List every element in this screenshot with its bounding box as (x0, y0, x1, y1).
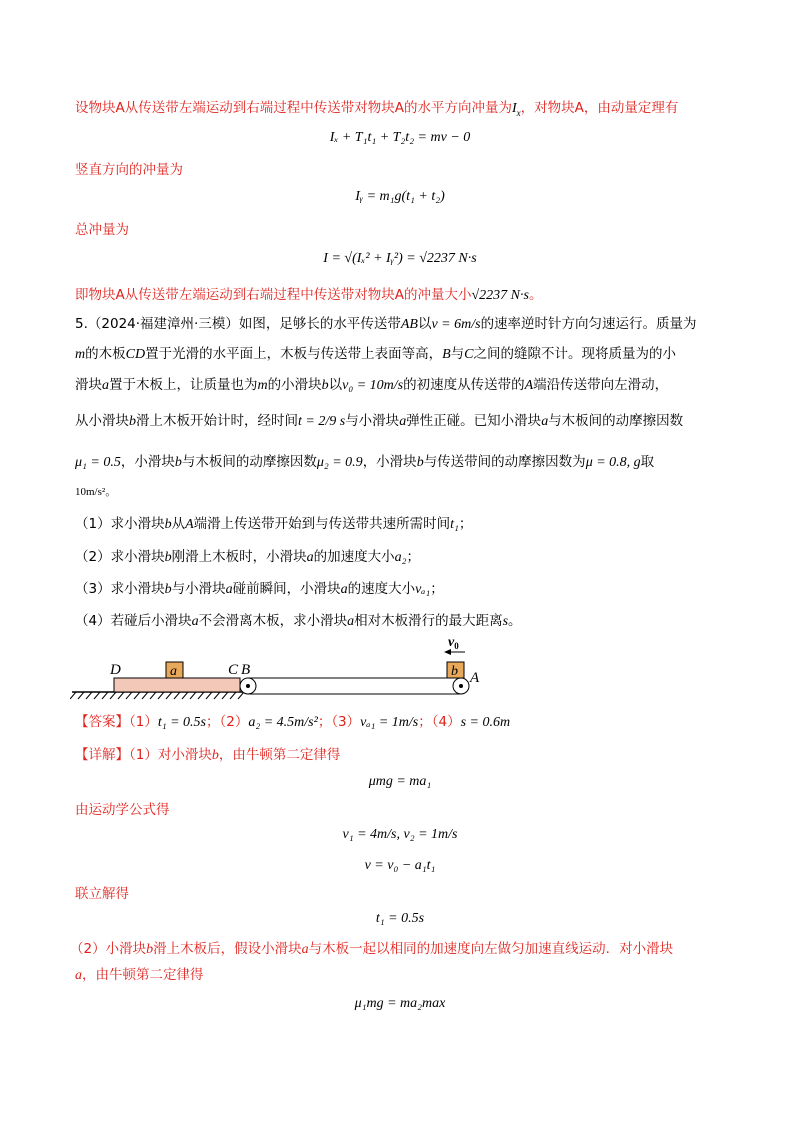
text: 如图，足够长的水平传送带 (238, 316, 401, 332)
conveyor-figure (70, 632, 500, 707)
text: （2）小滑块 (70, 941, 147, 957)
question-source: （2024·福建漳州·三模） (87, 316, 239, 332)
impulse-symbol (512, 101, 521, 116)
text: 置于木板上，让质量也为 (109, 377, 258, 393)
text: 相对木板滑行的最大距离 (354, 613, 503, 629)
answer-1: t₁ = 0.5s (157, 715, 206, 730)
text: 。 (105, 485, 117, 498)
symbol: a (225, 582, 233, 597)
symbol: b (321, 378, 329, 393)
text: 与木板间的动摩擦因数 (548, 413, 684, 429)
question-line-5 (75, 452, 654, 473)
text: 与小滑块 (345, 413, 400, 429)
solution-line-4 (75, 285, 542, 306)
symbol: A (524, 378, 534, 393)
detail-tag: 【详解】 (75, 747, 129, 763)
question-number: 5. (75, 316, 88, 332)
symbol: m (75, 347, 86, 362)
answer-4: s = 0.6m (460, 715, 511, 730)
text: 的木板 (85, 346, 126, 362)
sub-question-1 (75, 514, 472, 535)
text: 滑上木板后，假设小滑块 (153, 941, 302, 957)
v-symbol: v (448, 635, 455, 650)
text: 与木板间的动摩擦因数 (181, 454, 317, 470)
sub-question-2 (75, 547, 420, 568)
symbol: b (146, 942, 154, 957)
answer-num: （2） (219, 714, 249, 730)
symbol: b (164, 550, 172, 565)
text: ，小滑块 (362, 454, 417, 470)
equation-3: I = √(Iₓ² + Iᵧ²) = √2237 N·s (323, 251, 477, 266)
symbol: a (102, 378, 109, 393)
text: 碰前瞬间，小滑块 (232, 581, 341, 597)
text: （3）求小滑块 (75, 581, 165, 597)
block-b-label: b (451, 664, 458, 679)
text: （1）求小滑块 (75, 516, 165, 532)
label-a-end: A (470, 670, 480, 686)
text: 滑块 (75, 377, 102, 393)
equation-a: μmg = ma₁ (368, 774, 432, 789)
symbol: a (340, 582, 348, 597)
question-line-4 (75, 411, 683, 432)
math: t = 2/9 s (298, 414, 346, 429)
text: （1）对小滑块 (129, 747, 212, 763)
sub-question-3 (75, 579, 444, 600)
detail-line-1 (75, 745, 340, 766)
symbol: t₁ (450, 517, 459, 532)
text: 之间的缝隙不计。现将质量为的小 (473, 346, 676, 362)
text: 端沿传送带向左滑动， (533, 377, 669, 393)
solution-line-3: 总冲量为 (75, 222, 129, 238)
text: ； (406, 549, 420, 565)
sep: ； (317, 714, 332, 730)
equation-c: v = v₀ − a₁t₁ (364, 858, 436, 873)
board-cd (114, 678, 240, 692)
answer-tag: 【答案】 (75, 714, 129, 730)
symbol: b (211, 748, 219, 763)
text: ，由牛顿第二定律得 (82, 967, 204, 983)
velocity-label (448, 635, 459, 651)
text: 的小滑块 (267, 377, 322, 393)
equation-d: t₁ = 0.5s (375, 911, 425, 926)
label-b: B (241, 662, 251, 678)
detail-line-2 (70, 939, 673, 960)
pulley-b-axle (246, 684, 250, 688)
text: 设物块A从传送带左端运动到右端过程中传送带对物块A的水平方向冲量为 (75, 100, 512, 116)
text: ； (430, 581, 444, 597)
text: 不会滑离木板，求小滑块 (198, 613, 348, 629)
math: v₀ = 10m/s (342, 378, 404, 393)
symbol: b (164, 582, 172, 597)
symbol: a (191, 614, 199, 629)
text: 与木板一起以相同的加速度向左做匀加速直线运动．对小滑块 (308, 941, 674, 957)
solution-line-2: 竖直方向的冲量为 (75, 162, 183, 178)
text: 刚滑上木板时，小滑块 (171, 549, 307, 565)
symbol: C (464, 347, 474, 362)
symbol: m (257, 378, 268, 393)
text: 即物块A从传送带左端运动到右端过程中传送带对物块A的冲量大小 (75, 287, 472, 303)
symbol: b (129, 414, 136, 429)
text: 从 (171, 516, 186, 532)
answer-2: a₂ = 4.5m/s² (248, 715, 318, 730)
text: 。 (508, 613, 522, 629)
text: 从小滑块 (75, 413, 129, 429)
text: 的速率逆时针方向匀速运行。质量为 (480, 316, 697, 332)
symbol: A (185, 517, 194, 532)
sub-question-4 (75, 611, 522, 632)
equation-2: Iᵧ = m₁g(t₁ + t₂) (355, 189, 445, 204)
text: 与小滑块 (171, 581, 226, 597)
question-line-3 (75, 375, 668, 396)
v-subscript: 0 (454, 641, 459, 651)
symbol: B (442, 347, 451, 362)
symbol: CD (125, 347, 146, 362)
answer-num: （4） (431, 714, 461, 730)
math: μ = 0.8, g (585, 455, 641, 470)
text: 与 (450, 346, 465, 362)
sep: ； (418, 714, 432, 730)
equation-1: Iₓ + T₁t₁ + T₂t₂ = mv − 0 (329, 130, 471, 145)
text: 置于光滑的水平面上，木板与传送带上表面等高， (145, 346, 443, 362)
label-c: C (228, 662, 239, 678)
symbol: b (174, 455, 182, 470)
pulley-a-axle (459, 684, 463, 688)
solution-line-1 (75, 98, 678, 123)
math: 10m/s² (75, 486, 106, 498)
symbol: b (164, 517, 172, 532)
label-d: D (110, 662, 121, 678)
question-line-6 (75, 482, 116, 502)
text: 的加速度大小 (313, 549, 395, 565)
symbol: s (502, 614, 509, 629)
symbol: a₂ (394, 550, 407, 565)
symbol: a (347, 614, 355, 629)
text: 与传送带间的动摩擦因数为 (423, 454, 586, 470)
answer-num: （1） (129, 714, 158, 730)
symbol: a (301, 942, 309, 957)
text: 滑上木板开始计时，经时间 (136, 413, 298, 429)
text: 以 (417, 316, 432, 332)
math: μ₂ = 0.9 (316, 455, 363, 470)
subscript: x (516, 107, 521, 118)
text: 取 (640, 454, 655, 470)
text: 以 (328, 377, 343, 393)
equation-e: μ₁mg = ma₂max (354, 996, 446, 1011)
symbol: a (75, 968, 82, 983)
text: （4）若碰后小滑块 (75, 613, 192, 629)
answer-3: vₐ₁ = 1m/s (360, 715, 419, 730)
symbol: AB (400, 317, 418, 332)
symbol: a (541, 414, 549, 429)
text: 端滑上传送带开始到与传送带共速所需时间 (193, 516, 451, 532)
text: 弹性正碰。已知小滑块 (406, 413, 542, 429)
math: v = 6m/s (431, 317, 481, 332)
text: ； (458, 516, 473, 532)
text: ，小滑块 (120, 454, 175, 470)
detail-line-3 (75, 965, 204, 986)
text: ，对物块A，由动量定理有 (520, 100, 679, 116)
symbol: vₐ₁ (415, 582, 431, 597)
symbol: a (306, 550, 314, 565)
text: 。 (528, 287, 543, 303)
question-line-2 (75, 344, 676, 365)
text: 的初速度从传送带的 (403, 377, 525, 393)
symbol: I (511, 101, 517, 116)
answer-num: （3） (331, 714, 361, 730)
symbol: a (399, 414, 407, 429)
ground-hatching (70, 692, 244, 699)
text: 的速度大小 (347, 581, 416, 597)
impulse-value: √2237 N·s (471, 288, 529, 303)
text: （2）求小滑块 (75, 549, 165, 565)
equation-b: v₁ = 4m/s, v₂ = 1m/s (342, 827, 458, 842)
detail-kinematics: 由运动学公式得 (75, 802, 170, 818)
sep: ； (206, 714, 220, 730)
symbol: b (416, 455, 424, 470)
text: ，由牛顿第二定律得 (218, 747, 341, 763)
answer-line (75, 712, 510, 733)
question-line-1 (75, 314, 697, 335)
detail-solve: 联立解得 (75, 886, 129, 902)
math: μ₁ = 0.5 (75, 455, 121, 470)
block-a-label: a (170, 664, 177, 679)
